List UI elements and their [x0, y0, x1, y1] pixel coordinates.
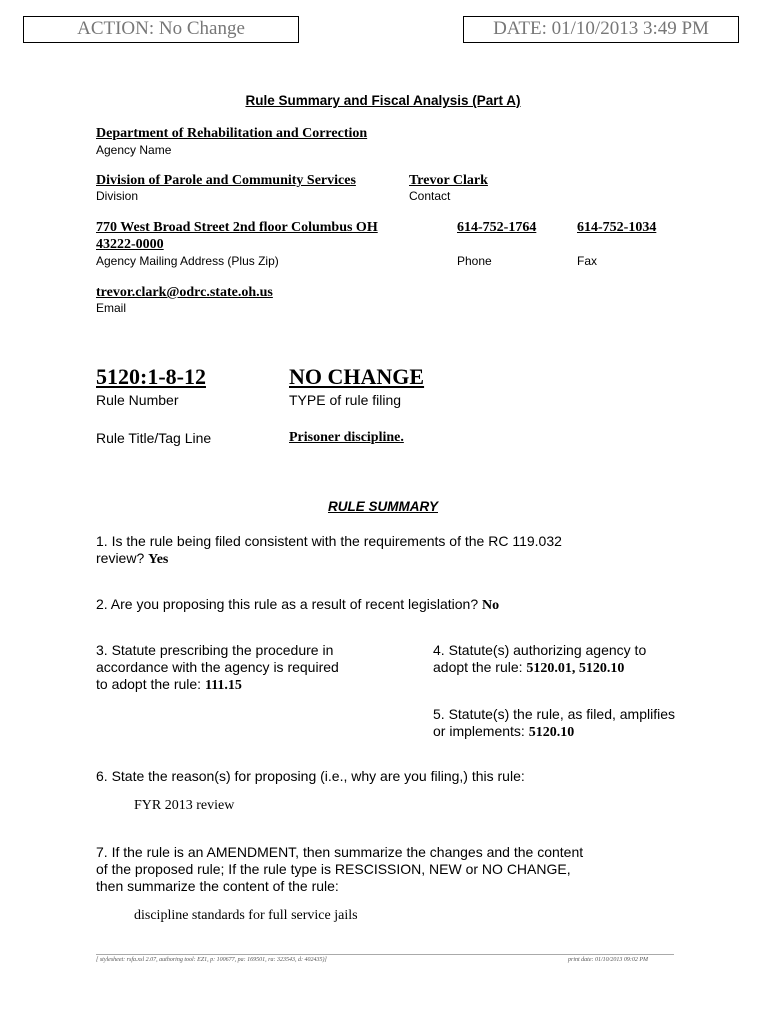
rule-type-label: TYPE of rule filing: [289, 392, 402, 408]
email: trevor.clark@odrc.state.oh.us: [96, 285, 273, 300]
question-6: 6. State the reason(s) for proposing (i.e., why are you filing,) this rule:: [96, 768, 525, 784]
phone-label: Phone: [457, 254, 492, 268]
question-5: [433, 706, 753, 741]
question-4-line2: adopt the rule:: [433, 659, 523, 675]
email-label: Email: [96, 301, 127, 315]
address-label: Agency Mailing Address (Plus Zip): [96, 254, 279, 268]
form-title: Rule Summary and Fiscal Analysis (Part A): [245, 93, 521, 108]
question-4-answer: 5120.01, 5120.10: [526, 661, 625, 676]
question-1: [96, 533, 716, 568]
question-3-line3: to adopt the rule:: [96, 676, 202, 692]
rule-number: 5120:1-8-12: [96, 364, 206, 389]
division-label: Division: [96, 189, 139, 203]
rule-summary-heading: RULE SUMMARY: [327, 499, 438, 514]
action-box: ACTION: No Change: [23, 16, 299, 43]
question-7-line2: of the proposed rule; If the rule type is RESCISSION, NEW or NO CHANGE,: [96, 861, 571, 877]
contact: Trevor Clark: [409, 173, 488, 188]
question-4: [433, 642, 753, 677]
rule-title: Prisoner discipline.: [289, 430, 404, 445]
footer-divider: [96, 954, 674, 955]
question-4-line1: 4. Statute(s) authorizing agency to: [433, 642, 647, 658]
question-5-line1: 5. Statute(s) the rule, as filed, amplifies: [433, 706, 675, 722]
agency-name-label: Agency Name: [96, 143, 172, 157]
question-1-line2: review?: [96, 550, 145, 566]
question-3-answer: 111.15: [204, 678, 242, 693]
question-7: [96, 844, 716, 895]
question-1-line1: 1. Is the rule being filed consistent with the requirements of the RC 119.032: [96, 533, 562, 549]
address-line1: 770 West Broad Street 2nd floor Columbus OH: [96, 220, 378, 235]
question-3: [96, 642, 416, 694]
question-3-line2: accordance with the agency is required: [96, 659, 339, 675]
question-7-answer: discipline standards for full service jails: [134, 908, 358, 923]
division: Division of Parole and Community Services: [96, 173, 356, 188]
phone: 614-752-1764: [457, 220, 537, 235]
question-6-answer: FYR 2013 review: [134, 798, 235, 813]
question-5-answer: 5120.10: [528, 725, 575, 740]
rule-number-label: Rule Number: [96, 392, 179, 408]
address-line2: 43222-0000: [96, 237, 164, 252]
rule-title-label: Rule Title/Tag Line: [96, 430, 212, 446]
question-2: [96, 596, 716, 614]
date-box: DATE: 01/10/2013 3:49 PM: [463, 16, 739, 43]
question-7-line1: 7. If the rule is an AMENDMENT, then summarize the changes and the content: [96, 844, 584, 860]
question-1-answer: Yes: [148, 552, 169, 567]
question-3-line1: 3. Statute prescribing the procedure in: [96, 642, 334, 658]
rule-type: NO CHANGE: [289, 364, 425, 389]
fax: 614-752-1034: [577, 220, 657, 235]
footer-print-date: print date: 01/10/2013 09:02 PM: [568, 957, 648, 963]
question-2-answer: No: [482, 598, 500, 613]
footer-stylesheet-info: [ stylesheet: rsfa.xsl 2.07, authoring tool: EZ1, p: 100677, pa: 169501, ra: 323543, d: 402435)]: [96, 957, 327, 963]
contact-label: Contact: [409, 189, 451, 203]
fax-label: Fax: [577, 254, 598, 268]
question-5-line2: or implements:: [433, 723, 525, 739]
agency-name: Department of Rehabilitation and Correction: [96, 126, 368, 141]
question-2-text: 2. Are you proposing this rule as a result of recent legislation?: [96, 596, 479, 612]
question-7-line3: then summarize the content of the rule:: [96, 878, 339, 894]
